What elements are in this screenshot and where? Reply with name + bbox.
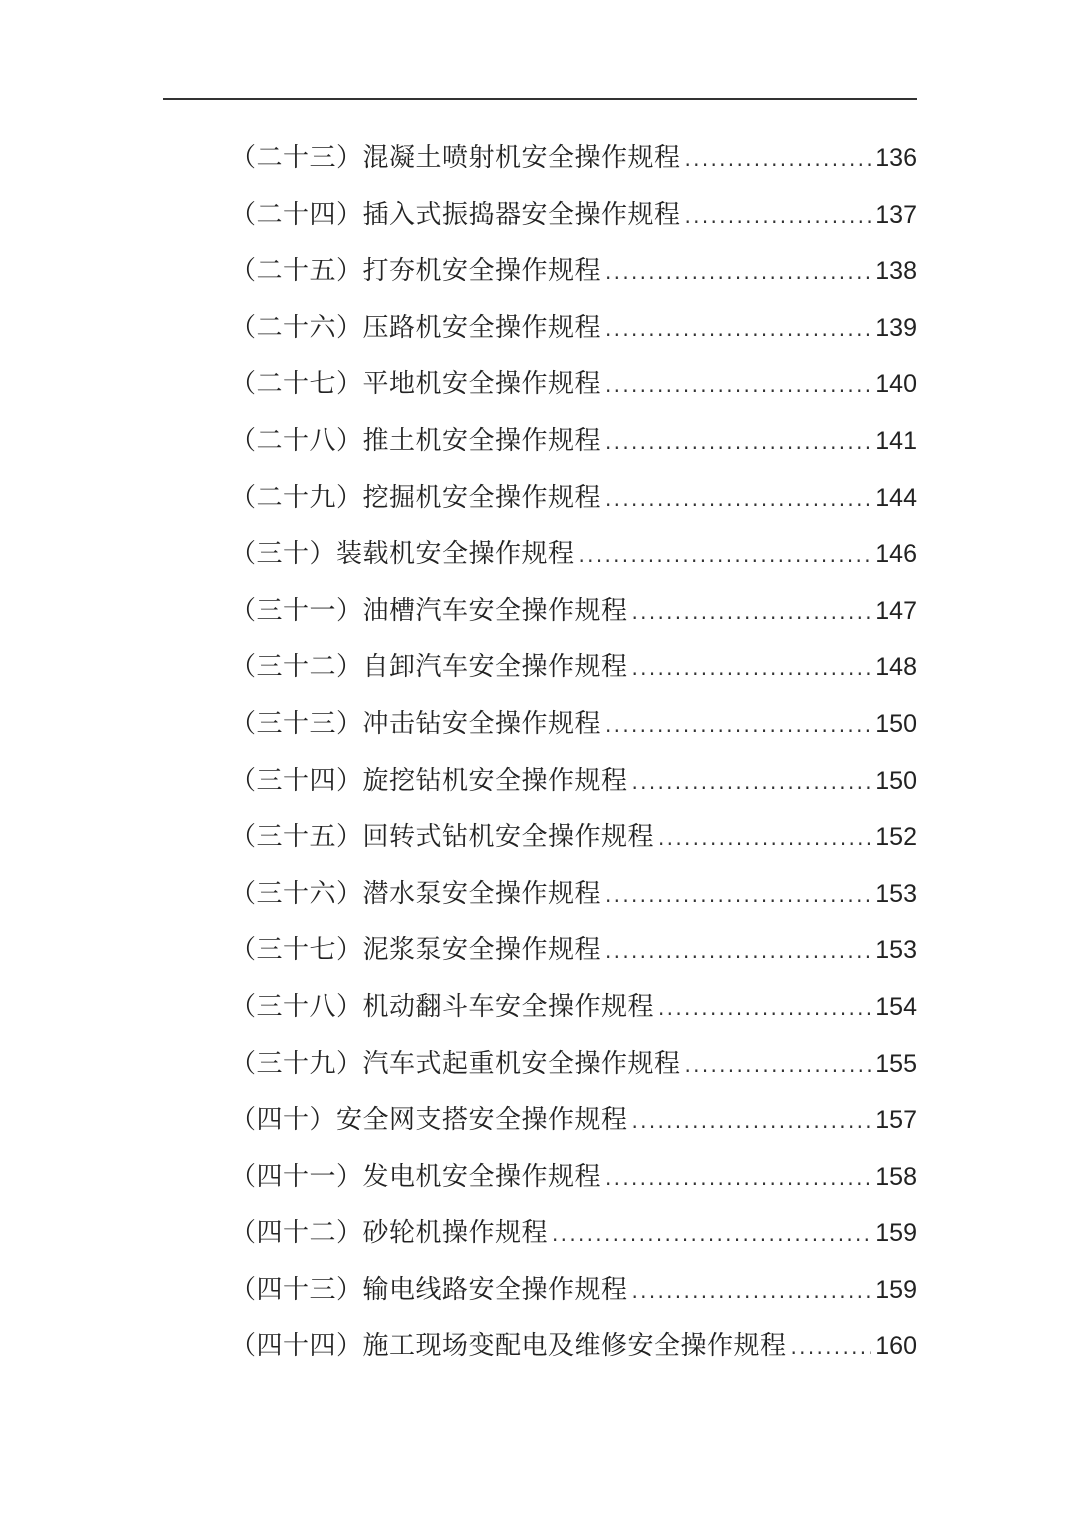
dot-leader [605, 471, 871, 528]
dot-leader [605, 697, 871, 754]
dot-leader [632, 754, 872, 811]
toc-entry-page: 147 [875, 596, 917, 625]
toc-entry-page: 152 [875, 823, 917, 852]
dot-leader [605, 357, 871, 414]
dot-leader [552, 1206, 871, 1263]
toc-entry-page: 139 [875, 313, 917, 342]
dot-leader [605, 301, 871, 358]
toc-entry[interactable] [230, 243, 917, 300]
toc-entry[interactable] [230, 922, 917, 979]
toc-entry-page: 154 [875, 992, 917, 1021]
toc-entry-page: 153 [875, 879, 917, 908]
toc-entry[interactable] [230, 470, 917, 527]
toc-entry-page: 157 [875, 1106, 917, 1135]
toc-entry-page: 144 [875, 483, 917, 512]
dot-leader [632, 1093, 872, 1150]
toc-entry-page: 150 [875, 766, 917, 795]
toc-entry-page: 150 [875, 709, 917, 738]
dot-leader [605, 244, 871, 301]
toc-entry[interactable] [230, 979, 917, 1036]
header-rule [163, 98, 917, 100]
toc-entry-title: （四十）安全网支搭安全操作规程 [230, 1105, 628, 1136]
toc-entry[interactable] [230, 1036, 917, 1093]
toc-entry-title: （三十三）冲击钻安全操作规程 [230, 708, 602, 739]
toc-entry-page: 137 [875, 200, 917, 229]
toc-entry[interactable] [230, 1318, 917, 1375]
toc-entry[interactable] [230, 639, 917, 696]
toc-entry-page: 160 [875, 1332, 917, 1361]
dot-leader [605, 1150, 871, 1207]
toc-entry-title: （二十七）平地机安全操作规程 [230, 369, 602, 400]
toc-entry[interactable] [230, 1205, 917, 1262]
dot-leader [632, 640, 872, 697]
toc-entry[interactable] [230, 866, 917, 923]
dot-leader [605, 414, 871, 471]
toc-entry[interactable] [230, 583, 917, 640]
toc-entry-title: （三十四）旋挖钻机安全操作规程 [230, 765, 628, 796]
toc-entry-page: 140 [875, 370, 917, 399]
table-of-contents [230, 130, 917, 1375]
toc-entry-page: 159 [875, 1219, 917, 1248]
toc-entry-title: （二十六）压路机安全操作规程 [230, 312, 602, 343]
toc-entry-page: 138 [875, 257, 917, 286]
dot-leader [685, 188, 872, 245]
toc-entry[interactable] [230, 1262, 917, 1319]
toc-entry-page: 148 [875, 653, 917, 682]
dot-leader [685, 1037, 872, 1094]
toc-entry-title: （三十九）汽车式起重机安全操作规程 [230, 1048, 681, 1079]
toc-entry-title: （三十七）泥浆泵安全操作规程 [230, 935, 602, 966]
toc-entry-page: 158 [875, 1162, 917, 1191]
toc-entry[interactable] [230, 300, 917, 357]
dot-leader [658, 810, 871, 867]
toc-entry-title: （二十四）插入式振捣器安全操作规程 [230, 199, 681, 230]
toc-entry[interactable] [230, 753, 917, 810]
dot-leader [605, 923, 871, 980]
dot-leader [632, 1263, 872, 1320]
toc-entry-title: （四十一）发电机安全操作规程 [230, 1161, 602, 1192]
toc-entry[interactable] [230, 187, 917, 244]
dot-leader [579, 527, 872, 584]
toc-entry-title: （三十五）回转式钻机安全操作规程 [230, 822, 655, 853]
toc-entry-title: （二十五）打夯机安全操作规程 [230, 256, 602, 287]
toc-entry-title: （四十三）输电线路安全操作规程 [230, 1274, 628, 1305]
toc-entry-title: （三十六）潜水泵安全操作规程 [230, 878, 602, 909]
toc-entry-page: 159 [875, 1275, 917, 1304]
toc-entry[interactable] [230, 809, 917, 866]
toc-entry[interactable] [230, 356, 917, 413]
toc-entry[interactable] [230, 526, 917, 583]
toc-entry-title: （四十二）砂轮机操作规程 [230, 1218, 549, 1249]
toc-entry-page: 141 [875, 426, 917, 455]
dot-leader [791, 1319, 872, 1376]
dot-leader [632, 584, 872, 641]
toc-entry-page: 136 [875, 144, 917, 172]
toc-entry-page: 146 [875, 540, 917, 569]
toc-entry-title: （三十八）机动翻斗车安全操作规程 [230, 991, 655, 1022]
toc-entry-title: （四十四）施工现场变配电及维修安全操作规程 [230, 1331, 787, 1362]
toc-entry-title: （二十八）推土机安全操作规程 [230, 425, 602, 456]
toc-entry[interactable] [230, 1149, 917, 1206]
dot-leader [658, 980, 871, 1037]
toc-entry-title: （三十）装载机安全操作规程 [230, 539, 575, 570]
toc-entry-title: （二十三）混凝土喷射机安全操作规程 [230, 143, 681, 173]
toc-entry-title: （三十一）油槽汽车安全操作规程 [230, 595, 628, 626]
toc-entry[interactable] [230, 1092, 917, 1149]
dot-leader [605, 867, 871, 924]
toc-entry-title: （三十二）自卸汽车安全操作规程 [230, 652, 628, 683]
toc-entry[interactable] [230, 130, 917, 187]
toc-entry[interactable] [230, 413, 917, 470]
dot-leader [685, 131, 872, 188]
toc-entry-page: 153 [875, 936, 917, 965]
toc-entry[interactable] [230, 696, 917, 753]
toc-entry-title: （二十九）挖掘机安全操作规程 [230, 482, 602, 513]
toc-entry-page: 155 [875, 1049, 917, 1078]
